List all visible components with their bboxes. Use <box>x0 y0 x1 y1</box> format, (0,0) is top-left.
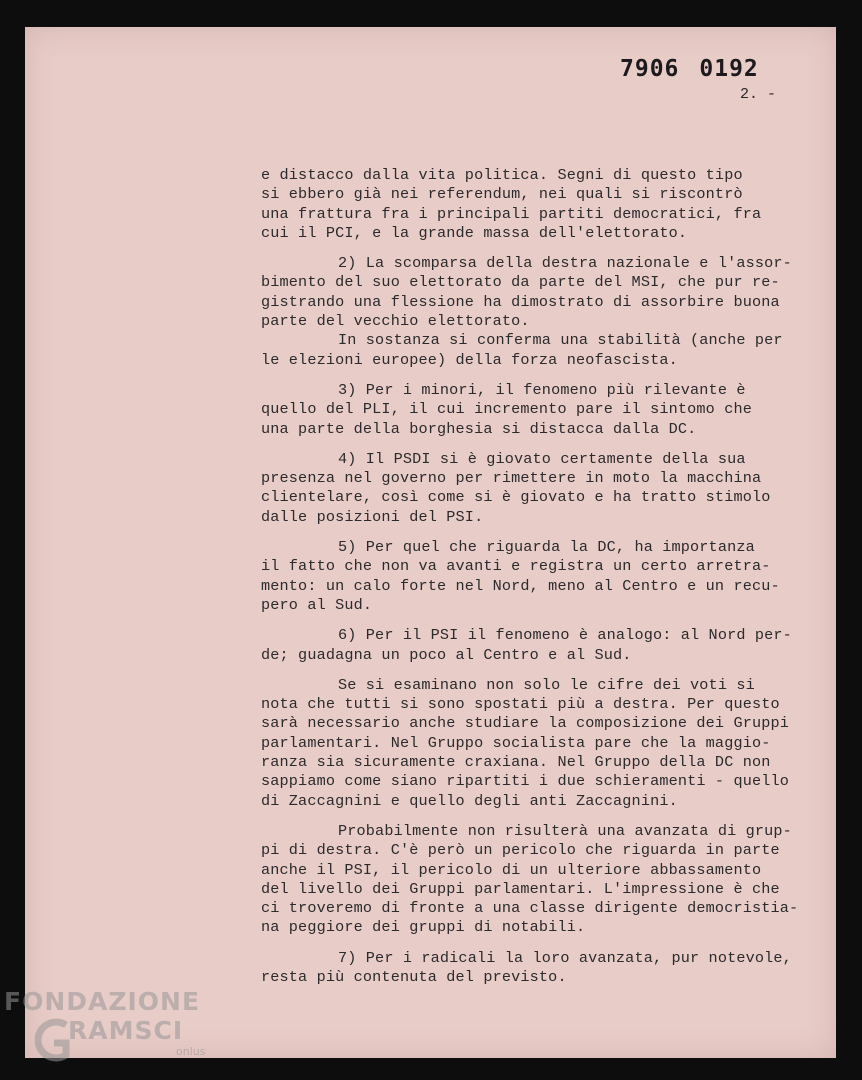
paragraph-point-7 <box>261 949 821 988</box>
text-line: 3) Per i minori, il fenomeno più rilevante è <box>338 380 746 399</box>
gramsci-g-icon <box>32 1011 72 1071</box>
archive-stamp <box>620 56 779 82</box>
text-line: ranza sia sicuramente craxiana. Nel Gruppo della DC non <box>261 753 771 772</box>
text-line: si ebbero già nei referendum, nei quali si riscontrò <box>261 185 743 204</box>
text-line: dalle posizioni del PSI. <box>261 507 484 526</box>
text-line: cui il PCI, e la grande massa dell'elettorato. <box>261 223 688 242</box>
paragraph-probability <box>261 822 821 938</box>
paragraph-point-2 <box>261 254 821 331</box>
fondazione-gramsci-watermark <box>4 987 219 1077</box>
text-line: 7) Per i radicali la loro avanzata, pur notevole, <box>338 948 792 967</box>
text-line: na peggiore dei gruppi di notabili. <box>261 918 586 937</box>
text-line: sappiamo come siano ripartiti i due schieramenti - quello <box>261 772 790 791</box>
text-line: 2) La scomparsa della destra nazionale e l'assor- <box>338 254 792 273</box>
document-body <box>261 166 821 998</box>
text-line: di Zaccagnini e quello degli anti Zaccagnini. <box>261 791 678 810</box>
paragraph-analysis <box>261 676 821 811</box>
text-line: e distacco dalla vita politica. Segni di questo tipo <box>261 166 743 184</box>
text-line: presenza nel governo per rimettere in moto la macchina <box>261 469 762 488</box>
text-line: 4) Il PSDI si è giovato certamente della sua <box>338 449 746 468</box>
text-line: mento: un calo forte nel Nord, meno al Centro e un recu- <box>261 576 780 595</box>
text-line: de; guadagna un poco al Centro e al Sud. <box>261 645 632 664</box>
text-line: Probabilmente non risulterà una avanzata di grup- <box>338 821 792 840</box>
text-line: resta più contenuta del previsto. <box>261 967 567 986</box>
stamp-number-left: 7906 <box>620 56 680 82</box>
text-line: parte del vecchio elettorato. <box>261 312 530 331</box>
text-line: ci troveremo di fronte a una classe dirigente democristia- <box>261 899 799 918</box>
watermark-line-1: FONDAZIONE <box>4 987 201 1016</box>
page-number: 2. - <box>740 86 777 103</box>
text-line: pi di destra. C'è però un pericolo che riguarda in parte <box>261 841 780 860</box>
text-line: del livello dei Gruppi parlamentari. L'impressione è che <box>261 879 780 898</box>
watermark-line-3: onlus <box>176 1045 206 1058</box>
text-line: Se si esaminano non solo le cifre dei voti si <box>338 675 755 694</box>
watermark-line-2: RAMSCI <box>68 1016 184 1045</box>
text-line: pero al Sud. <box>261 595 373 614</box>
text-line: nota che tutti si sono spostati più a destra. Per questo <box>261 695 780 714</box>
text-line: le elezioni europee) della forza neofascista. <box>261 350 678 369</box>
text-line: bimento del suo elettorato da parte del MSI, che pur re- <box>261 273 780 292</box>
paragraph-point-5 <box>261 538 821 615</box>
paragraph-continuation <box>261 166 821 243</box>
text-line: sarà necessario anche studiare la composizione dei Gruppi <box>261 714 790 733</box>
text-line: una parte della borghesia si distacca dalla DC. <box>261 419 697 438</box>
paragraph-point-2-cont <box>261 331 821 370</box>
text-line: parlamentari. Nel Gruppo socialista pare che la maggio- <box>261 733 771 752</box>
text-line: In sostanza si conferma una stabilità (anche per <box>338 331 783 350</box>
text-line: 5) Per quel che riguarda la DC, ha importanza <box>338 538 755 557</box>
text-line: gistrando una flessione ha dimostrato di assorbire buona <box>261 292 780 311</box>
text-line: quello del PLI, il cui incremento pare il sintomo che <box>261 400 752 419</box>
stamp-number-right: 0192 <box>699 56 759 82</box>
text-line: una frattura fra i principali partiti democratici, fra <box>261 204 762 223</box>
paragraph-point-6 <box>261 626 821 665</box>
paragraph-point-3 <box>261 381 821 439</box>
text-line: clientelare, così come si è giovato e ha tratto stimolo <box>261 488 771 507</box>
text-line: il fatto che non va avanti e registra un certo arretra- <box>261 557 771 576</box>
paragraph-point-4 <box>261 450 821 527</box>
text-line: 6) Per il PSI il fenomeno è analogo: al Nord per- <box>338 626 792 645</box>
text-line: anche il PSI, il pericolo di un ulteriore abbassamento <box>261 860 762 879</box>
